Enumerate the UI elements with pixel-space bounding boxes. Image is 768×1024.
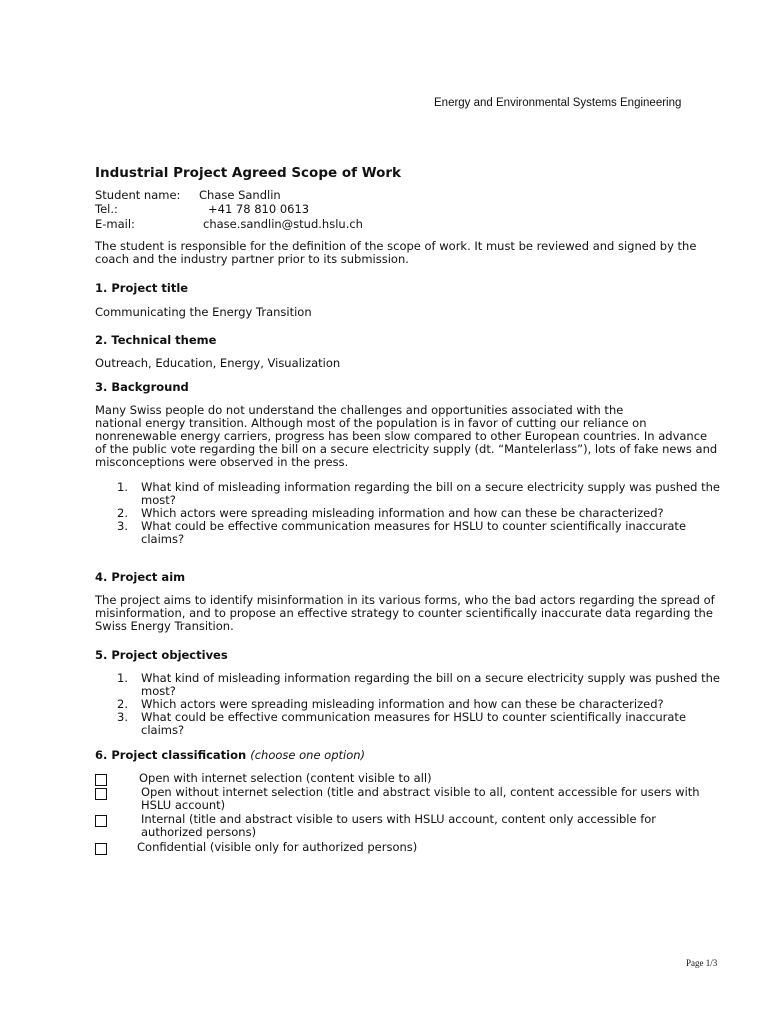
document-title: Industrial Project Agreed Scope of Work — [95, 165, 402, 181]
list-item-number: 1. — [117, 671, 128, 685]
background-line: national energy transition. Although most of the population is in favor of cutting our reliance on — [95, 416, 647, 430]
student-name-label: Student name: — [95, 188, 181, 202]
student-name-row — [95, 188, 281, 202]
list-item-text: What kind of misleading information regarding the bill on a secure electricity supply was pushed the most? — [141, 480, 720, 507]
list-item-text: What could be effective communication measures for HSLU to counter scientifically inaccurate claims? — [141, 519, 687, 546]
project-aim-heading: 4. Project aim — [95, 570, 186, 584]
list-item-number: 2. — [117, 697, 128, 711]
department-header: Energy and Environmental Systems Engineering — [434, 97, 682, 109]
project-objectives-heading: 5. Project objectives — [95, 648, 228, 662]
list-item-text: Which actors were spreading misleading information and how can these be characterized? — [141, 697, 664, 711]
classification-hint: (choose one option) — [250, 748, 366, 762]
classification-option[interactable] — [95, 841, 725, 855]
list-item — [117, 520, 725, 546]
background-heading: 3. Background — [95, 380, 189, 394]
list-item-text: What kind of misleading information regarding the bill on a secure electricity supply was pushed the most? — [141, 671, 720, 698]
student-name-value: Chase Sandlin — [199, 188, 281, 202]
list-item — [117, 711, 725, 737]
checkbox[interactable] — [95, 843, 107, 855]
list-item-number: 3. — [117, 710, 128, 724]
classification-option-label: Internal (title and abstract visible to users with HSLU account, content only accessible for authorized persons) — [141, 812, 657, 839]
checkbox[interactable] — [95, 788, 107, 800]
project-title-heading: 1. Project title — [95, 281, 189, 295]
background-list — [117, 481, 725, 546]
technical-theme-heading: 2. Technical theme — [95, 333, 217, 347]
project-title-text: Communicating the Energy Transition — [95, 305, 312, 319]
classification-heading-text: 6. Project classification — [95, 748, 247, 762]
classification-option-label: Confidential (visible only for authorized persons) — [137, 840, 418, 854]
project-aim-text: The project aims to identify misinformation in its various forms, who the bad actors regarding the spread of misinformation, and to propose an effective strategy to counter scientifically inaccurate data regarding the Swiss Energy Transition. — [95, 593, 715, 633]
technical-theme-text: Outreach, Education, Energy, Visualization — [95, 356, 341, 370]
list-item-number: 3. — [117, 519, 128, 533]
classification-option[interactable] — [95, 772, 725, 786]
background-line: of the public vote regarding the bill on a secure electricity supply (dt. “Mantelerlass”), lots of fake news and — [95, 442, 718, 456]
tel-value: +41 78 810 0613 — [208, 202, 310, 216]
tel-row — [95, 202, 309, 216]
checkbox[interactable] — [95, 815, 107, 827]
email-value: chase.sandlin@stud.hslu.ch — [203, 217, 363, 231]
classification-heading — [95, 748, 365, 762]
classification-option-label: Open without internet selection (title and abstract visible to all, content accessible for users with HSLU account) — [141, 785, 700, 812]
classification-option[interactable] — [95, 786, 725, 812]
tel-label: Tel.: — [95, 202, 118, 216]
background-paragraph — [95, 404, 735, 469]
checkbox[interactable] — [95, 774, 107, 786]
intro-paragraph: The student is responsible for the definition of the scope of work. It must be reviewed and signed by the coach and the industry partner prior to its submission. — [95, 239, 697, 266]
list-item-number: 2. — [117, 506, 128, 520]
background-line: Many Swiss people do not understand the challenges and opportunities associated with the — [95, 403, 624, 417]
background-line: nonrenewable energy carriers, progress has been slow compared to other European countries. In advance — [95, 429, 708, 443]
email-row — [95, 217, 363, 231]
list-item — [117, 672, 725, 698]
classification-option-label: Open with internet selection (content visible to all) — [139, 771, 432, 785]
objectives-list — [117, 672, 725, 737]
background-line: misconceptions were observed in the press. — [95, 455, 349, 469]
classification-option[interactable] — [95, 813, 725, 839]
list-item-number: 1. — [117, 480, 128, 494]
list-item-text: Which actors were spreading misleading information and how can these be characterized? — [141, 506, 664, 520]
email-label: E-mail: — [95, 217, 135, 231]
list-item-text: What could be effective communication measures for HSLU to counter scientifically inaccurate claims? — [141, 710, 687, 737]
page-number: Page 1/3 — [686, 958, 718, 968]
list-item — [117, 481, 725, 507]
